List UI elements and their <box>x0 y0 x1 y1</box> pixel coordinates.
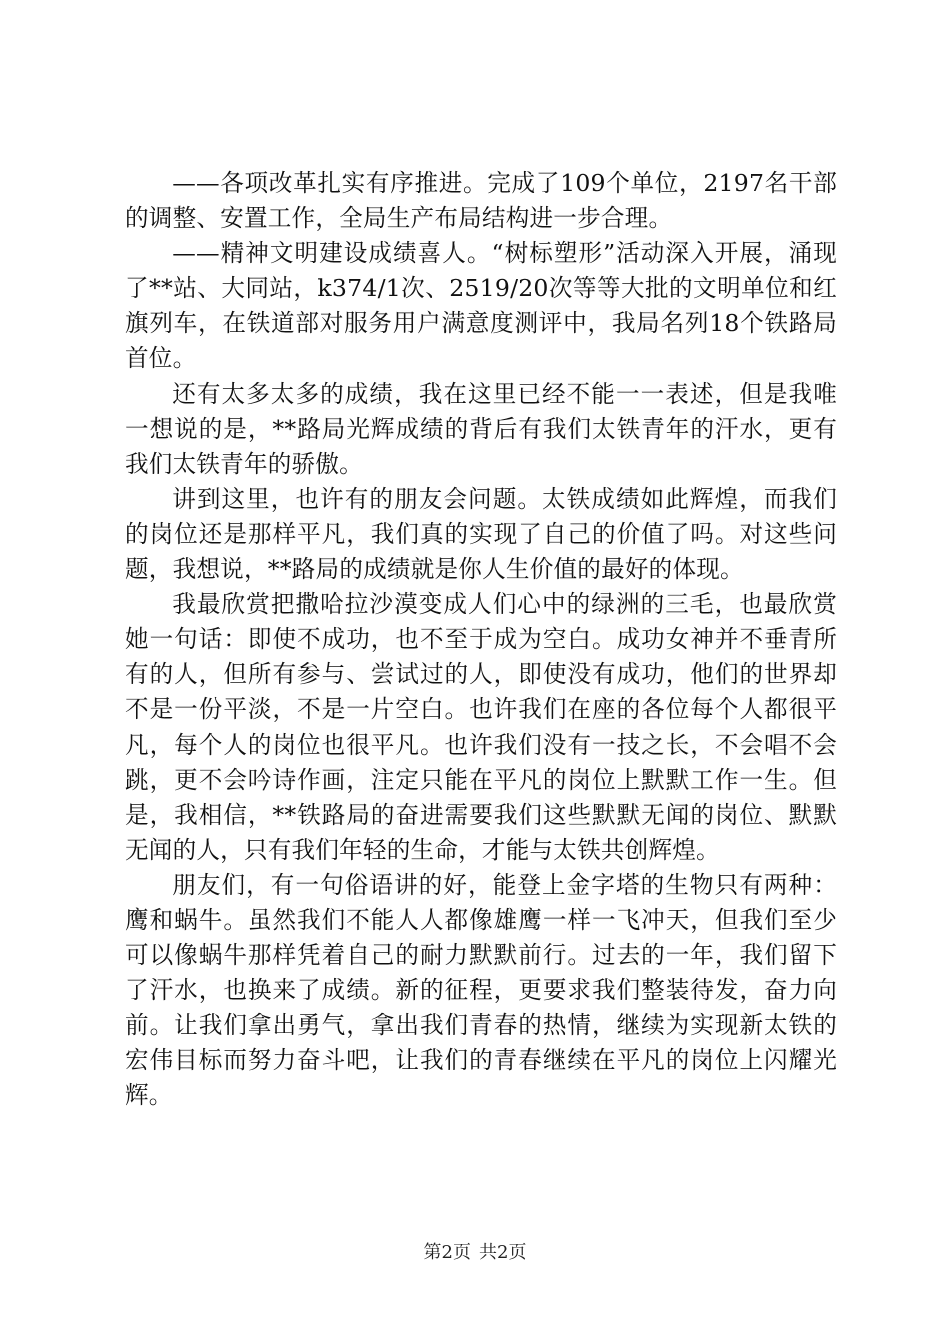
page-number-total: 共2页 <box>479 1242 527 1263</box>
paragraph-reform: ——各项改革扎实有序推进。完成了109个单位，2197名干部的调整、安置工作，全局生产布局结构进一步合理。 <box>125 169 837 233</box>
document-body <box>125 166 837 1114</box>
paragraph-civilization: ——精神文明建设成绩喜人。“树标塑形”活动深入开展，涌现了**站、大同站，k374/1次、2519/20次等等大批的文明单位和红旗列车，在铁道部对服务用户满意度测评中，我局名列18个铁路局首位。 <box>125 239 837 373</box>
page-number-current: 第2页 <box>423 1242 471 1263</box>
paragraph-sanmao: 我最欣赏把撒哈拉沙漠变成人们心中的绿洲的三毛，也最欣赏她一句话：即使不成功，也不至于成为空白。成功女神并不垂青所有的人，但所有参与、尝试过的人，即使没有成功，他们的世界却不是一份平淡，不是一片空白。也许我们在座的各位每个人都很平凡，每个人的岗位也很平凡。也许我们没有一技之长，不会唱不会跳，更不会吟诗作画，注定只能在平凡的岗位上默默工作一生。但是，我相信，**铁路局的奋进需要我们这些默默无闻的岗位、默默无闻的人，只有我们年轻的生命，才能与太铁共创辉煌。 <box>125 590 837 864</box>
paragraph-value-question: 讲到这里，也许有的朋友会问题。太铁成绩如此辉煌，而我们的岗位还是那样平凡，我们真的实现了自己的价值了吗。对这些问题，我想说，**路局的成绩就是你人生价值的最好的体现。 <box>125 484 837 584</box>
paragraph-closing: 朋友们，有一句俗语讲的好，能登上金字塔的生物只有两种：鹰和蜗牛。虽然我们不能人人都像雄鹰一样一飞冲天，但我们至少可以像蜗牛那样凭着自己的耐力默默前行。过去的一年，我们留下了汗水，也换来了成绩。新的征程，更要求我们整装待发，奋力向前。让我们拿出勇气，拿出我们青春的热情，继续为实现新太铁的宏伟目标而努力奋斗吧，让我们的青春继续在平凡的岗位上闪耀光辉。 <box>125 870 837 1110</box>
paragraph-achievements: 还有太多太多的成绩，我在这里已经不能一一表述，但是我唯一想说的是，**路局光辉成绩的背后有我们太铁青年的汗水，更有我们太铁青年的骄傲。 <box>125 379 837 478</box>
page-footer <box>0 1241 950 1265</box>
